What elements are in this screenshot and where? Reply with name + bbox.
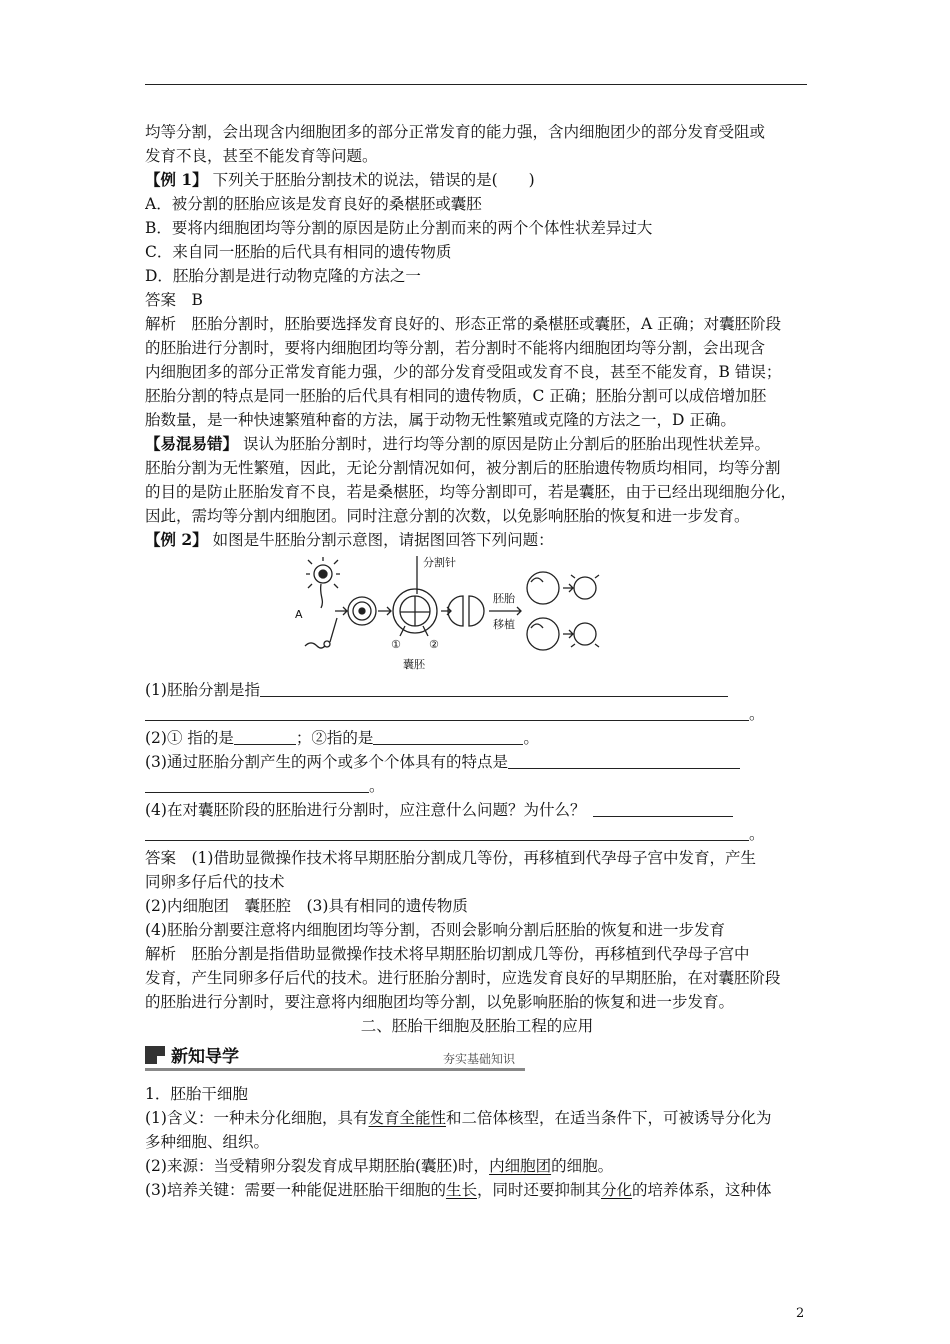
stem-text: 的细胞。 (551, 1157, 614, 1175)
example1-answer: 答案 B (145, 291, 203, 309)
q2a-text: (2)① 指的是 (145, 729, 234, 747)
option-d: D．胚胎分割是进行动物克隆的方法之一 (145, 267, 421, 285)
underlined-term: 分化 (601, 1181, 633, 1199)
stem-text: 和二倍体核型，在适当条件下，可被诱导分化为 (445, 1109, 772, 1127)
confusion-tag: 【易混易错】 (145, 434, 239, 453)
q1-line2 (145, 702, 809, 726)
page-number: 2 (796, 1306, 805, 1321)
q3-line2 (145, 774, 809, 798)
header-rule (145, 84, 807, 85)
q1-text: (1)胚胎分割是指 (145, 681, 260, 699)
banner-title: 新知导学 (171, 1047, 239, 1067)
stem-line: 多种细胞、组织。 (145, 1133, 270, 1151)
option-c: C．来自同一胚胎的后代具有相同的遗传物质 (145, 243, 452, 261)
example2-answer: (2)内细胞团 囊胚腔 (3)具有相同的遗传物质 (145, 897, 468, 915)
example2-analysis: 解析 胚胎分割是指借助显微操作技术将早期胚胎切割成几等份，再移植到代孕母子宫中 (145, 945, 750, 963)
confusion-line: 因此，需均等分割内细胞团。同时注意分割的次数，以免影响胚胎的恢复和进一步发育。 (145, 507, 750, 525)
period: 。 (369, 777, 385, 795)
period: 。 (749, 825, 765, 843)
underlined-term: 生长 (445, 1181, 477, 1199)
example1-text: 下列关于胚胎分割技术的说法，错误的是( ) (212, 171, 535, 189)
stem-heading: 1．胚胎干细胞 (145, 1085, 248, 1103)
stem-text: (3)培养关键：需要一种能促进胚胎干细胞的 (145, 1181, 446, 1199)
embryo-splitting-figure (145, 556, 809, 678)
confusion-text: 误认为胚胎分割时，进行均等分割的原因是防止分割后的胚胎出现性状差异。 (242, 435, 770, 453)
stem-line (145, 1154, 809, 1178)
label-needle: 分割针 (423, 556, 456, 569)
embryo-diagram (295, 556, 625, 676)
stem-text: (1)含义：一种未分化细胞，具有 (145, 1109, 369, 1127)
confusion-line (145, 432, 809, 456)
underlined-term: 内细胞团 (489, 1157, 552, 1175)
text-line: 发育不良，甚至不能发育等问题。 (145, 147, 378, 165)
new-knowledge-banner (145, 1040, 809, 1076)
example2-text: 如图是牛胚胎分割示意图，请据图回答下列问题： (212, 531, 554, 549)
answer-blank[interactable] (145, 704, 749, 721)
example2-answer: 答案 (1)借助显微操作技术将早期胚胎分割成几等份，再移植到代孕母子宫中发育，产生 (145, 849, 756, 867)
stem-text: (2)来源：当受精卵分裂发育成早期胚胎(囊胚)时， (145, 1157, 490, 1175)
answer-blank[interactable] (593, 800, 733, 817)
example1-question (145, 168, 809, 192)
example1-tag: 【例 1】 (145, 170, 208, 189)
option-a: A．被分割的胚胎应该是发育良好的桑椹胚或囊胚 (145, 195, 482, 213)
q4-text: (4)在对囊胚阶段的胚胎进行分割时，应注意什么问题？为什么？ (145, 801, 586, 819)
text-line: 均等分割，会出现含内细胞团多的部分正常发育的能力强，含内细胞团少的部分发育受阻或 (145, 123, 766, 141)
stem-text: ，同时还要抑制其 (476, 1181, 601, 1199)
confusion-line: 的目的是防止胚胎发育不良，若是桑椹胚，均等分割即可，若是囊胚，由于已经出现细胞分化， (145, 483, 797, 501)
banner-subtitle: 夯实基础知识 (443, 1052, 516, 1066)
answer-blank[interactable] (508, 752, 740, 769)
answer-blank[interactable] (234, 728, 296, 745)
label-circle2: ② (429, 638, 439, 651)
option-b: B．要将内细胞团均等分割的原因是防止分割而来的两个个体性状差异过大 (145, 219, 653, 237)
underlined-term: 发育全能性 (368, 1109, 446, 1127)
section-title: 二、胚胎干细胞及胚胎工程的应用 (360, 1017, 594, 1035)
answer-blank[interactable] (373, 728, 523, 745)
q4-line (145, 798, 809, 822)
example1-analysis: 胎数量，是一种快速繁殖种畜的方法，属于动物无性繁殖或克隆的方法之一，D 正确。 (145, 411, 736, 429)
example2-analysis: 发育，产生同卵多仔后代的技术。进行胚胎分割时，应选发育良好的早期胚胎，在对囊胚阶段 (145, 969, 781, 987)
label-a: A (295, 608, 303, 621)
answer-blank[interactable] (145, 776, 369, 793)
period: 。 (523, 729, 539, 747)
example2-tag: 【例 2】 (145, 530, 208, 549)
label-blastocyst: 囊胚 (403, 658, 425, 671)
example2-answer: 同卵多仔后代的技术 (145, 873, 285, 891)
example2-answer: (4)胚胎分割要注意将内细胞团均等分割，否则会影响分割后胚胎的恢复和进一步发育 (145, 921, 725, 939)
label-transfer2: 移植 (493, 618, 515, 631)
q3-text: (3)通过胚胎分割产生的两个或多个个体具有的特点是 (145, 753, 508, 771)
q4-line2 (145, 822, 809, 846)
example1-analysis: 的胚胎进行分割时，要将内细胞团均等分割，若分割时不能将内细胞团均等分割，会出现含 (145, 339, 766, 357)
label-transfer1: 胚胎 (493, 592, 515, 605)
stem-line (145, 1106, 809, 1130)
label-circle1: ① (391, 638, 401, 651)
example2-analysis: 的胚胎进行分割时，要注意将内细胞团均等分割，以免影响胚胎的恢复和进一步发育。 (145, 993, 735, 1011)
example1-analysis: 解析 胚胎分割时，胚胎要选择发育良好的、形态正常的桑椹胚或囊胚，A 正确；对囊胚阶段 (145, 315, 782, 333)
q3-line (145, 750, 809, 774)
answer-blank[interactable] (260, 680, 728, 697)
q2-line (145, 726, 809, 750)
banner-square-icon (145, 1046, 165, 1064)
period: 。 (749, 705, 765, 723)
answer-blank[interactable] (145, 824, 749, 841)
example1-analysis: 内细胞团多的部分正常发育能力强，少的部分发育受阻或发育不良，甚至不能发育，B 错误； (145, 363, 782, 381)
banner-underline (145, 1068, 525, 1071)
page-content (145, 120, 809, 1202)
q2b-text: ；②指的是 (295, 729, 374, 747)
stem-line (145, 1178, 809, 1202)
stem-text: 的培养体系，这种体 (632, 1181, 772, 1199)
q1-line (145, 678, 809, 702)
confusion-line: 胚胎分割为无性繁殖，因此，无论分割情况如何，被分割后的胚胎遗传物质均相同，均等分割 (145, 459, 781, 477)
example1-analysis: 胚胎分割的特点是同一胚胎的后代具有相同的遗传物质，C 正确；胚胎分割可以成倍增加胚 (145, 387, 767, 405)
example2-question (145, 528, 809, 552)
